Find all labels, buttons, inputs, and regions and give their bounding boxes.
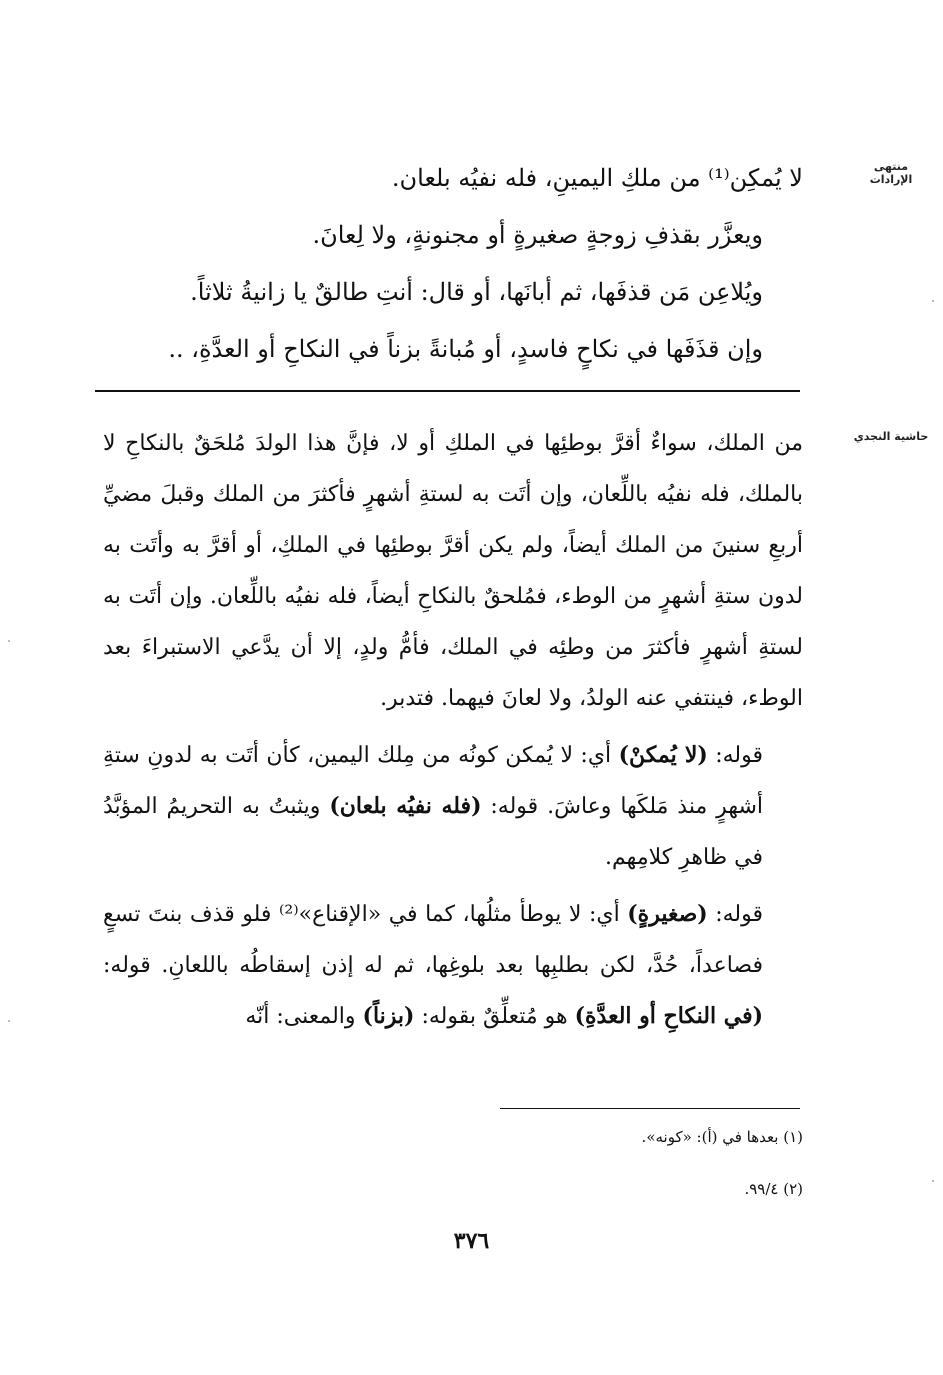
main-text-block [103,150,803,378]
footnote: (١) بعدها في (أ): «كونه». [641,1128,803,1146]
commentary-paragraph [103,889,803,1042]
text-run: قوله: [707,902,764,927]
footnote: (٢) ٩٩/٤. [744,1180,803,1198]
quoted-term: (في النكاحِ أو العدَّةِ) [574,1003,763,1029]
main-line: ويعزَّر بقذفِ زوجةٍ صغيرةٍ أو مجنونةٍ، ولا لِعانَ. [312,221,763,249]
scan-speck [932,300,934,302]
quoted-term: (لا يُمكنْ) [618,742,708,768]
text-run: أي: لا يوطأ مثلُها، كما في «الإقناع»⁽²⁾ فلو قذف بنتَ تسعٍ فصاعداً، حُدَّ، لكن بطلبِها بعد بلوغِها، ثم له إذن إسقاطُه باللعانِ. قوله: [103,902,763,978]
page-number: ٣٧٦ [453,1228,490,1254]
section-divider [95,390,800,392]
footnote-divider [500,1108,800,1109]
commentary-block [103,418,803,1042]
commentary-paragraph: من الملك، سواءٌ أقرَّ بوطئِها في الملكِ أو لا، فإنَّ هذا الولدَ مُلحَقٌ بالنكاحِ لا بالملك، فله نفيُه باللِّعان، وإن أتَت به لستةِ أشهرٍ فأكثرَ من الملك وقبلَ مضيِّ أربعِ سنينَ من الملك أيضاً، ولم يكن أقرَّ بوطئِها في الملكِ، أو أقرَّ به وأتَت به لدون ستةِ أشهرٍ من الوطء، فمُلحقٌ بالنكاحِ أيضاً، فله نفيُه باللِّعان. وإن أتَت به لستةِ أشهرٍ فأكثرَ من وطئِه في الملك، فأمُّ ولدٍ، إلا أن يدَّعي الاستبراءَ بعد الوطء، فينتفي عنه الولدُ، ولا لعانَ فيهما. فتدبر. [103,431,803,711]
scan-speck [8,1020,10,1022]
scan-speck [8,640,10,642]
text-run: أي: لا يُمكن كونُه من مِلك اليمين، كأن أتَت به لدونِ ستةِ أشهرٍ منذ مَلكَها وعاشَ. قوله: [103,743,764,819]
main-line: ويُلاعِن مَن قذفَها، ثم أبانَها، أو قال: أنتِ طالقٌ يا زانيةُ ثلاثاً. [190,278,763,306]
text-run: والمعنى: أنّه [245,1004,363,1029]
scan-speck [932,1180,934,1182]
quoted-term: (صغيرةٍ) [627,901,708,927]
text-run: قوله: [707,743,763,768]
text-run: هو مُتعلِّقٌ بقوله: [414,1004,575,1029]
main-line: وإن قذَفَها في نكاحٍ فاسدٍ، أو مُبانةً بزناً في النكاحِ أو العدَّةِ، .. [168,335,763,363]
text-run: ويثبتُ به التحريمُ المؤبَّدُ في ظاهرِ كلامِهم. [103,794,763,870]
side-label-main-source: منتهى الإرادات [869,160,913,186]
quoted-term: (بزناً) [362,1003,415,1029]
quoted-term: (فله نفيُه بلعان) [329,793,482,819]
main-line: لا يُمكِن⁽¹⁾ من ملكِ اليمينِ، فله نفيُه بلعان. [391,164,803,192]
side-label-commentary: حاشية النجدي [853,430,929,443]
commentary-paragraph [103,730,803,883]
